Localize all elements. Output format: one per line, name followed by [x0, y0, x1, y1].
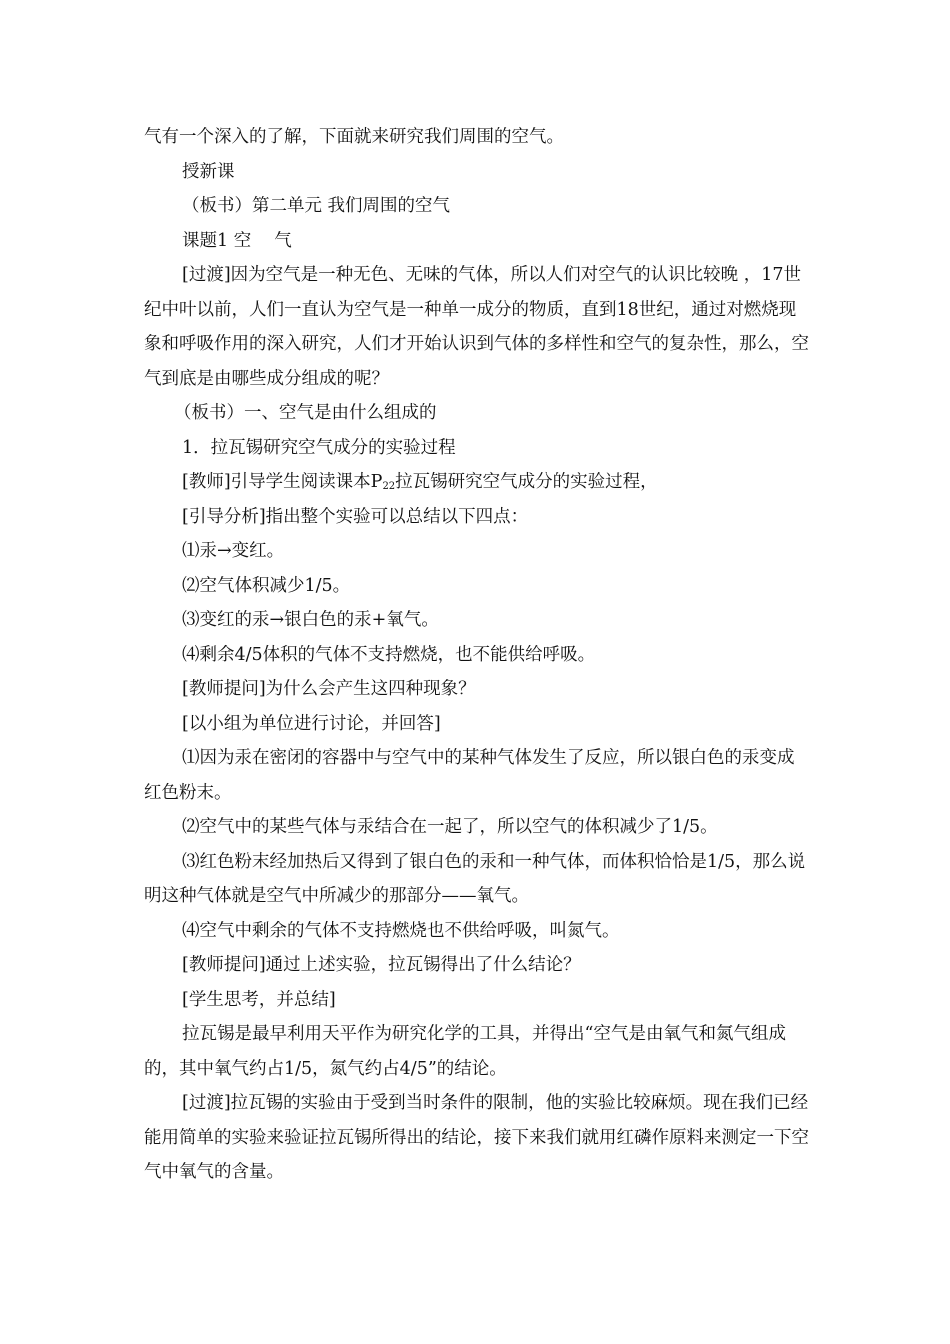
- teacher-question-2: [教师提问]通过上述实验，拉瓦锡得出了什么结论？: [182, 955, 581, 975]
- board-heading-composition: （板书）一、空气是由什么组成的: [174, 403, 437, 423]
- group-discussion: [以小组为单位进行讨论，并回答]: [182, 713, 441, 734]
- point-2: ⑵空气体积减少1/5。: [182, 575, 351, 596]
- board-unit-title: （板书）第二单元 我们周围的空气: [182, 196, 451, 216]
- transition-red-phosphorus: [过渡]拉瓦锡的实验由于受到当时条件的限制，他的实验比较麻烦。现在我们已经能用简单的实验来验证拉瓦锡所得出的结论，接下来我们就用红磷作原料来测定一下空气中氧气的含量。: [144, 1093, 809, 1182]
- answer-1: ⑴因为汞在密闭的容器中与空气中的某种气体发生了反应，所以银白色的汞变成红色粉末。: [144, 748, 795, 803]
- subheading-experiment: 1．拉瓦锡研究空气成分的实验过程: [182, 437, 456, 458]
- answer-2: ⑵空气中的某些气体与汞结合在一起了，所以空气的体积减少了1/5。: [182, 817, 718, 837]
- point-4: ⑷剩余4/5体积的气体不支持燃烧，也不能供给呼吸。: [182, 644, 596, 665]
- transition-paragraph: [过渡]因为空气是一种无色、无味的气体，所以人们对空气的认识比较晚 ，17世纪中叶以前，人们一直认为空气是一种单一成分的物质，直到18世纪，通过对燃烧现象和呼吸作用的深入研究，人们才开始认识到气体的多样性和空气的复杂性，那么，空气到底是由哪些成分组成的呢？: [144, 265, 809, 389]
- paragraph-intro-continued: 气有一个深入的了解，下面就来研究我们周围的空气。: [144, 127, 564, 147]
- page-number-subscript: 22: [382, 481, 396, 492]
- answer-4: ⑷空气中剩余的气体不支持燃烧也不供给呼吸，叫氮气。: [182, 920, 620, 941]
- teacher-guide-post: 拉瓦锡研究空气成分的实验过程，: [395, 472, 658, 492]
- teacher-guide-line: [144, 465, 810, 500]
- guided-analysis: [引导分析]指出整个实验可以总结以下四点：: [182, 506, 529, 527]
- point-3: ⑶变红的汞→银白色的汞+氧气。: [182, 610, 439, 630]
- lesson-title: 课题1 空 气: [182, 230, 292, 251]
- document-body: [144, 120, 810, 1190]
- teacher-question-1: [教师提问]为什么会产生这四种现象？: [182, 679, 476, 699]
- answer-3: ⑶红色粉末经加热后又得到了银白色的汞和一种气体，而体积恰恰是1/5，那么说明这种气体就是空气中所减少的那部分——氧气。: [144, 851, 806, 906]
- student-summary: [学生思考，并总结]: [182, 989, 336, 1010]
- teacher-guide-pre: [教师]引导学生阅读课本P: [182, 472, 383, 492]
- lavoisier-conclusion: 拉瓦锡是最早利用天平作为研究化学的工具，并得出“空气是由氧气和氮气组成的，其中氧气约占1/5，氮气约占4/5”的结论。: [144, 1024, 786, 1079]
- section-new-lesson: 授新课: [182, 161, 235, 182]
- point-1: ⑴汞→变红。: [182, 541, 285, 561]
